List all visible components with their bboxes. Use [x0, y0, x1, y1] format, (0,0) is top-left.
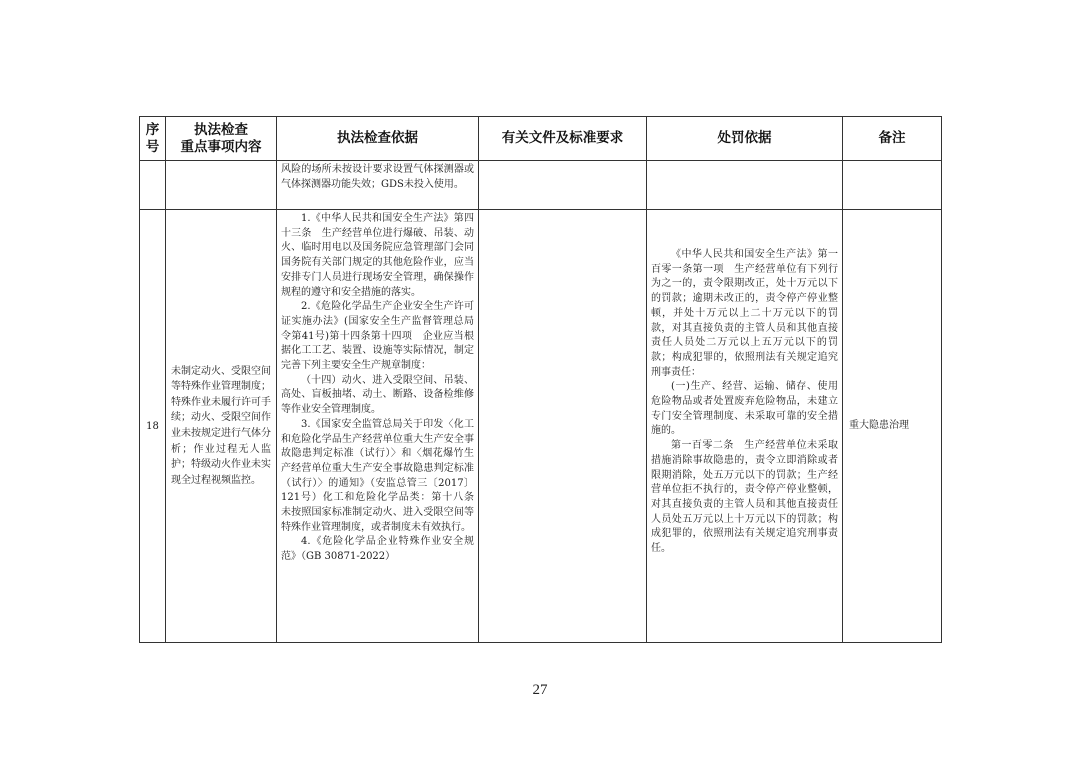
basis-item-2: 2.《危险化学品生产企业安全生产许可证实施办法》(国家安全生产监督管理总局令第41号)第十四条第十四项 企业应当根据化工工艺、装置、设施等实际情况，制定完善下列主要安全生产规章制度：: [281, 301, 474, 372]
cont-basis-text: 风险的场所未按设计要求设置气体探测器或气体探测器功能失效；GDS未投入使用。: [281, 164, 474, 190]
table-header-row: [140, 117, 942, 161]
header-seq-line-1: 序: [145, 121, 160, 138]
basis-item-4: 4.《危险化学品企业特殊作业安全规范》（GB 30871-2022）: [281, 536, 474, 563]
cont-seq-cell: [140, 161, 166, 210]
row-18-remark: 重大隐患治理: [849, 419, 909, 431]
row-18-content-cell: [166, 210, 277, 643]
cont-remark-cell: [843, 161, 942, 210]
row-18-number: 18: [140, 210, 166, 643]
penalty-paragraph-2: (一)生产、经营、运输、储存、使用危险物品或者处置废弃危险物品，未建立专门安全管理制度、未采取可靠的安全措施的。: [651, 381, 838, 437]
header-penalty: 处罚依据: [647, 117, 843, 161]
row-18-content: 未制定动火、受限空间等特殊作业管理制度；特殊作业未履行许可手续；动火、受限空间作业未按规定进行气体分析；作业过程无人监护；特级动火作业未实现全过程视频监控。: [171, 365, 271, 486]
header-content-line-1: 执法检查: [194, 121, 248, 138]
row-18-basis-cell: [277, 210, 484, 643]
basis-item-1: 1.《中华人民共和国安全生产法》第四十三条 生产经营单位进行爆破、吊装、动火、临时用电以及国务院应急管理部门会同国务院有关部门规定的其他危险作业，应当安排专门人员进行现场安全管理，确保操作规程的遵守和安全措施的落实。: [281, 213, 474, 298]
table-row-18: [140, 210, 942, 643]
header-seq-line-2: 号: [145, 138, 160, 155]
basis-item-2-sub: （十四）动火、进入受限空间、吊装、高处、盲板抽堵、动土、断路、设备检维修等作业安全管理制度。: [281, 374, 474, 416]
header-content: [166, 117, 277, 161]
inspection-table: [139, 116, 942, 643]
row-18-remark-cell: [843, 210, 942, 643]
cont-documents-cell: [479, 161, 647, 210]
row-18-documents: [479, 210, 646, 214]
page-number: 27: [532, 682, 548, 698]
header-content-line-2: 重点事项内容: [180, 138, 262, 155]
row-18-penalty-cell: [647, 210, 843, 643]
cont-basis-cell: [277, 161, 479, 210]
cont-content-cell: [166, 161, 277, 210]
cont-penalty-cell: [647, 161, 843, 210]
basis-item-3: 3.《国家安全监管总局关于印发〈化工和危险化学品生产经营单位重大生产安全事故隐患判定标准（试行）〉和〈烟花爆竹生产经营单位重大生产安全事故隐患判定标准（试行）〉的通知》（安监总管三〔2017〕121号）化工和危险化学品类：第十八条 未按照国家标准制定动火、进入受限空间等特殊作业管理制度，或者制度未有效执行。: [281, 418, 484, 533]
header-remark: 备注: [843, 117, 942, 161]
header-documents: 有关文件及标准要求: [479, 117, 647, 161]
header-seq: [140, 117, 166, 161]
table-row-continuation: [140, 161, 942, 210]
header-basis: 执法检查依据: [277, 117, 479, 161]
penalty-paragraph-3: 第一百零二条 生产经营单位未采取措施消除事故隐患的，责令立即消除或者限期消除，处五万元以下的罚款；生产经营单位拒不执行的，责令停产停业整顿，对其直接负责的主管人员和其他直接责任人员处五万元以上十万元以下的罚款；构成犯罪的，依照刑法有关规定追究刑事责任。: [651, 440, 838, 555]
row-18-documents-cell: [479, 210, 647, 643]
penalty-paragraph-1: 《中华人民共和国安全生产法》第一百零一条第一项 生产经营单位有下列行为之一的，责令限期改正，处十万元以下的罚款；逾期未改正的，责令停产停业整顿，并处十万元以上二十万元以下的罚款，对其直接负责的主管人员和其他直接责任人员处二万元以上五万元以下的罚款；构成犯罪的，依照刑法有关规定追究刑事责任：: [651, 249, 838, 378]
